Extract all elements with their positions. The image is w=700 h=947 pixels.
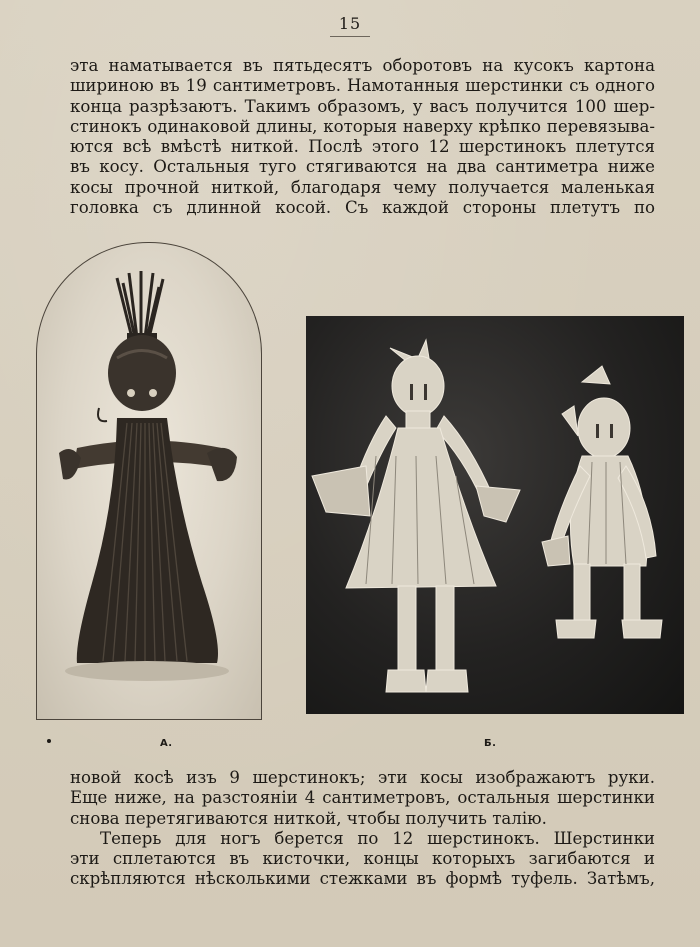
figure-bullet: [47, 739, 51, 743]
bottom-paragraph: [70, 768, 655, 890]
text-line: Теперь для ногъ берется по 12 шерстинокъ. Шерстинки: [100, 828, 655, 848]
text-line: Еще ниже, на разстояніи 4 сантиметровъ, остальныя шерстинки: [70, 788, 655, 808]
text-line: эти сплетаются въ кисточки, концы которыхъ загибаются и: [70, 849, 655, 869]
text-line: конца разрѣзаютъ. Такимъ образомъ, у васъ получится 100 шер-: [70, 96, 655, 116]
text-line: новой косѣ изъ 9 шерстинокъ; эти косы изображаютъ руки.: [70, 768, 655, 787]
figure-b-label: Б.: [484, 738, 497, 749]
dolls-b-illustration: [306, 316, 684, 714]
text-line: косы прочной ниткой, благодаря чему получается маленькая: [70, 177, 655, 197]
page-number: 15: [338, 14, 362, 33]
text-line: снова перетягиваются ниткой, чтобы получить талію.: [70, 808, 547, 828]
page-number-rule: [330, 36, 370, 37]
text-line: шириною въ 19 сантиметровъ. Намотанныя шерстинки съ одного: [70, 76, 655, 96]
text-line: головка съ длинной косой. Съ каждой стороны плетутъ по: [70, 198, 655, 218]
figure-a-label: А.: [160, 738, 173, 749]
text-line: ются всѣ вмѣстѣ ниткой. Послѣ этого 12 шерстинокъ плетутся: [70, 137, 655, 157]
figure-a-doll-photo: [36, 242, 262, 720]
text-line: эта наматывается въ пятьдесятъ оборотовъ на кусокъ картона: [70, 56, 655, 75]
doll-a-tassel: [117, 271, 163, 338]
figure-b-dolls-photo: [306, 316, 684, 714]
text-line: скрѣпляются нѣсколькими стежками въ формѣ туфель. Затѣмъ,: [70, 869, 655, 889]
text-line: стинокъ одинаковой длины, которыя наверху крѣпко перевязыва-: [70, 116, 655, 136]
doll-a-illustration: [37, 243, 261, 719]
top-paragraph: [70, 56, 655, 218]
text-line: въ косу. Остальныя туго стягиваются на два сантиметра ниже: [70, 157, 655, 177]
